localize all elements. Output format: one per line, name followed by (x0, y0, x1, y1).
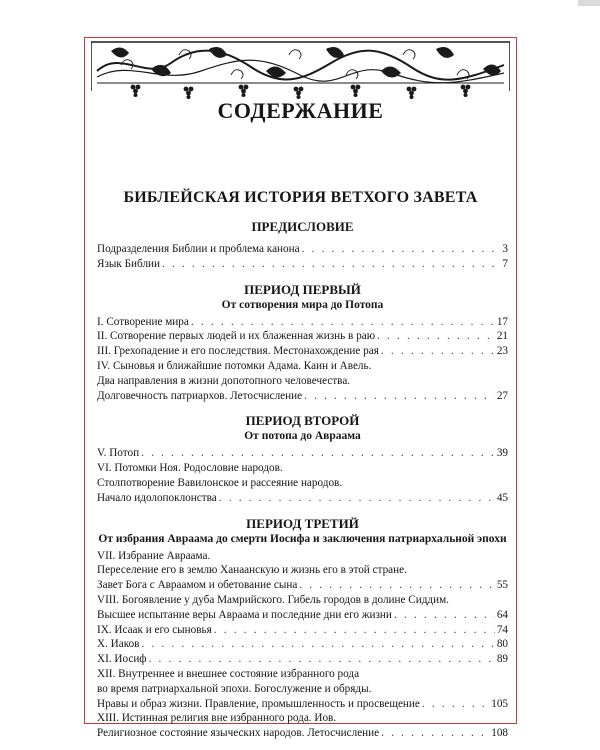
toc-entry-title: Высшее испытание веры Авраама и последние дни его жизни (97, 608, 392, 621)
toc-entry[interactable] (97, 623, 508, 638)
dot-leader (162, 257, 500, 272)
toc-entry[interactable] (97, 389, 508, 404)
toc-page-number: 74 (496, 623, 508, 636)
toc-entry[interactable] (97, 578, 508, 593)
dot-leader (304, 389, 495, 404)
toc-entry-title: I. Сотворение мира (97, 315, 189, 328)
toc-entry[interactable] (97, 344, 508, 359)
dot-leader (141, 446, 495, 461)
toc-page-number: 89 (496, 653, 508, 666)
toc-entry[interactable] (97, 242, 508, 257)
dot-leader (381, 726, 489, 741)
dot-leader (422, 697, 489, 712)
toc-page-number: 108 (491, 727, 508, 740)
toc-entry-title: Религиозное состояние языческих народов. Летосчисление (97, 727, 380, 740)
toc-entry-title: Подразделения Библии и проблема канона (97, 243, 300, 255)
toc-page-number: 80 (496, 638, 508, 651)
periods-container (97, 272, 508, 741)
toc-entry[interactable] (97, 608, 508, 623)
dot-leader (302, 242, 501, 257)
period-heading: ПЕРИОД ПЕРВЫЙ (244, 281, 361, 297)
scan-edge-mark (578, 0, 600, 6)
toc-entry[interactable] (97, 257, 508, 272)
toc-entry-line: во время патриархальной эпохи. Богослужение и обряды. (97, 682, 372, 695)
dot-leader (394, 608, 495, 623)
toc-entry-line: XII. Внутреннее и внешнее состояние избранного рода (97, 667, 360, 680)
dot-leader (381, 344, 495, 359)
toc-page-number: 45 (496, 491, 508, 504)
period-heading: ПЕРИОД ВТОРОЙ (245, 413, 360, 429)
toc-entry[interactable] (97, 446, 508, 461)
toc-entry-line: Переселение его в землю Ханаанскую и жизнь его в этой стране. (97, 564, 407, 577)
toc-entry[interactable] (97, 315, 508, 330)
toc-page-number: 3 (502, 243, 508, 255)
toc-entry-title: II. Сотворение первых людей и их блаженная жизнь в раю (97, 330, 376, 343)
dot-leader (219, 491, 495, 506)
preface-heading: ПРЕДИСЛОВИЕ (251, 219, 354, 234)
period-subheading: От избрания Авраама до смерти Иосифа и заключения патриархальной эпохи (98, 532, 507, 545)
toc-entry-title: Долговечность патриархов. Летосчисление (97, 389, 303, 402)
toc-page-number: 17 (496, 315, 508, 328)
toc-entry-line: VI. Потомки Ноя. Родословие народов. (97, 462, 283, 475)
toc-entry[interactable] (97, 637, 508, 652)
preface-entries (97, 242, 508, 272)
toc-entry[interactable] (97, 726, 508, 741)
toc-entry[interactable] (97, 652, 508, 667)
toc-entry-line: XIII. Истинная религия вне избранного рода. Иов. (97, 712, 337, 725)
toc-entry-line: VIII. Богоявление у дуба Мамрийского. Гибель городов в долине Сиддим. (97, 593, 449, 606)
dot-leader (149, 652, 495, 667)
section-gap (97, 272, 508, 281)
toc-entry-title: Нравы и образ жизни. Правление, промышленность и просвещение (97, 697, 420, 710)
page-title: СОДЕРЖАНИЕ (217, 98, 384, 123)
period-subheading: От потопа до Авраама (244, 430, 361, 443)
toc-entry-title: Завет Бога с Авраамом и обетование сына (97, 579, 298, 592)
toc-entry-title: Язык Библии (97, 257, 161, 270)
toc-entry-title: XI. Иосиф (97, 653, 147, 666)
toc-page-number: 27 (496, 389, 508, 402)
toc-entry-line: VII. Избрание Авраама. (97, 549, 211, 562)
toc-entry-line: IV. Сыновья и ближайшие потомки Адама. Каин и Авель. (97, 359, 372, 372)
toc-entry-title: X. Иаков (97, 638, 140, 651)
toc-page-number: 105 (491, 697, 508, 710)
table-of-contents (97, 218, 508, 741)
toc-page-number: 55 (496, 579, 508, 592)
grapevine-ornament (91, 41, 510, 103)
toc-page-number: 64 (496, 608, 508, 621)
toc-entry-line: Два направления в жизни допотопного человечества. (97, 374, 351, 387)
dot-leader (214, 623, 495, 638)
toc-page-number: 23 (496, 345, 508, 358)
toc-entry[interactable] (97, 329, 508, 344)
dot-leader (377, 329, 495, 344)
dot-leader (299, 578, 495, 593)
toc-entry-title: V. Потоп (97, 447, 140, 460)
toc-entry[interactable] (97, 697, 508, 712)
toc-entry[interactable] (97, 491, 508, 506)
toc-entry-title: IX. Исаак и его сыновья (97, 623, 212, 636)
dot-leader (141, 637, 494, 652)
section-gap (97, 403, 508, 412)
period-subheading: От сотворения мира до Потопа (221, 298, 384, 311)
dot-leader (191, 315, 495, 330)
toc-entry-title: III. Грехопадение и его последствия. Местонахождение рая (97, 345, 379, 358)
toc-entry-title: Начало идолопоклонства (97, 491, 217, 504)
toc-page-number: 39 (496, 447, 508, 460)
book-subtitle: БИБЛЕЙСКАЯ ИСТОРИЯ ВЕТХОГО ЗАВЕТА (123, 189, 478, 206)
toc-entry-line: Столпотворение Вавилонское и рассеяние народов. (97, 476, 343, 489)
period-heading: ПЕРИОД ТРЕТИЙ (246, 515, 359, 531)
toc-page-number: 21 (496, 330, 508, 343)
section-gap (97, 506, 508, 515)
toc-page-number: 7 (502, 257, 508, 270)
